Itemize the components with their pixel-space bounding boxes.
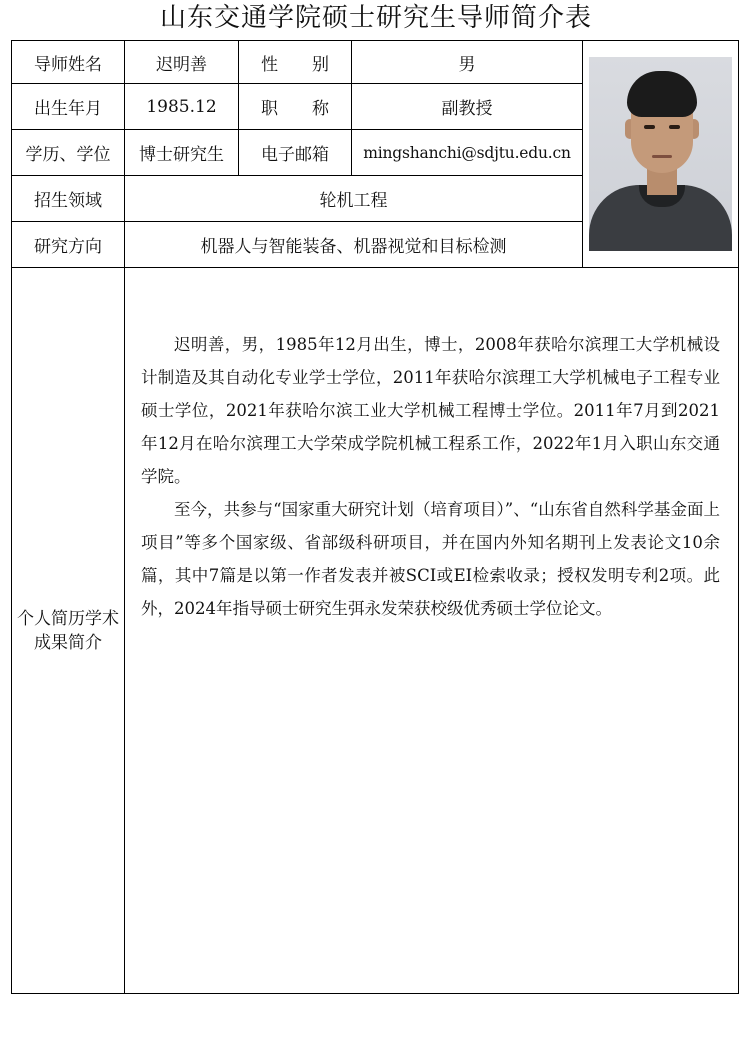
bio-paragraph: 迟明善，男，1985年12月出生，博士，2008年获哈尔滨理工大学机械设计制造及其自动化专业学士学位，2011年获哈尔滨理工大学机械电子工程专业硕士学位，2021年获哈尔滨工业大学机械工程博士学位。2011年7月到2021年12月在哈尔滨理工大学荣成学院机械工程系工作，2022年1月入职山东交通学院。	[141, 335, 720, 486]
page-title: 山东交通学院硕士研究生导师简介表	[159, 3, 592, 33]
bio-paragraph: 至今，共参与“国家重大研究计划（培育项目）”、“山东省自然科学基金面上项目”等多个国家级、省部级科研项目，并在国内外知名期刊上发表论文10余篇，其中7篇是以第一作者发表并被SCI或EI检索收录；授权发明专利2项。此外，2024年指导硕士研究生弭永发荣获校级优秀硕士学位论文。	[141, 500, 720, 618]
table-row	[12, 41, 739, 84]
portrait-photo	[589, 57, 732, 251]
birth-value: 1985.12	[125, 84, 239, 130]
gender-value: 男	[352, 41, 583, 84]
bio-label: 个人简历学术成果简介	[12, 268, 125, 994]
photo-cell	[583, 41, 739, 268]
research-value: 机器人与智能装备、机器视觉和目标检测	[125, 222, 583, 268]
research-label: 研究方向	[12, 222, 125, 268]
title-value: 副教授	[352, 84, 583, 130]
gender-label: 性 别	[239, 41, 352, 84]
email-value: mingshanchi@sdjtu.edu.cn	[352, 130, 583, 176]
field-value: 轮机工程	[125, 176, 583, 222]
profile-table	[11, 40, 739, 994]
email-label: 电子邮箱	[239, 130, 352, 176]
bio-content	[125, 268, 739, 994]
title-label: 职 称	[239, 84, 352, 130]
table-row	[12, 268, 739, 994]
degree-label: 学历、学位	[12, 130, 125, 176]
field-label: 招生领域	[12, 176, 125, 222]
degree-value: 博士研究生	[125, 130, 239, 176]
name-label: 导师姓名	[12, 41, 125, 84]
birth-label: 出生年月	[12, 84, 125, 130]
name-value: 迟明善	[125, 41, 239, 84]
